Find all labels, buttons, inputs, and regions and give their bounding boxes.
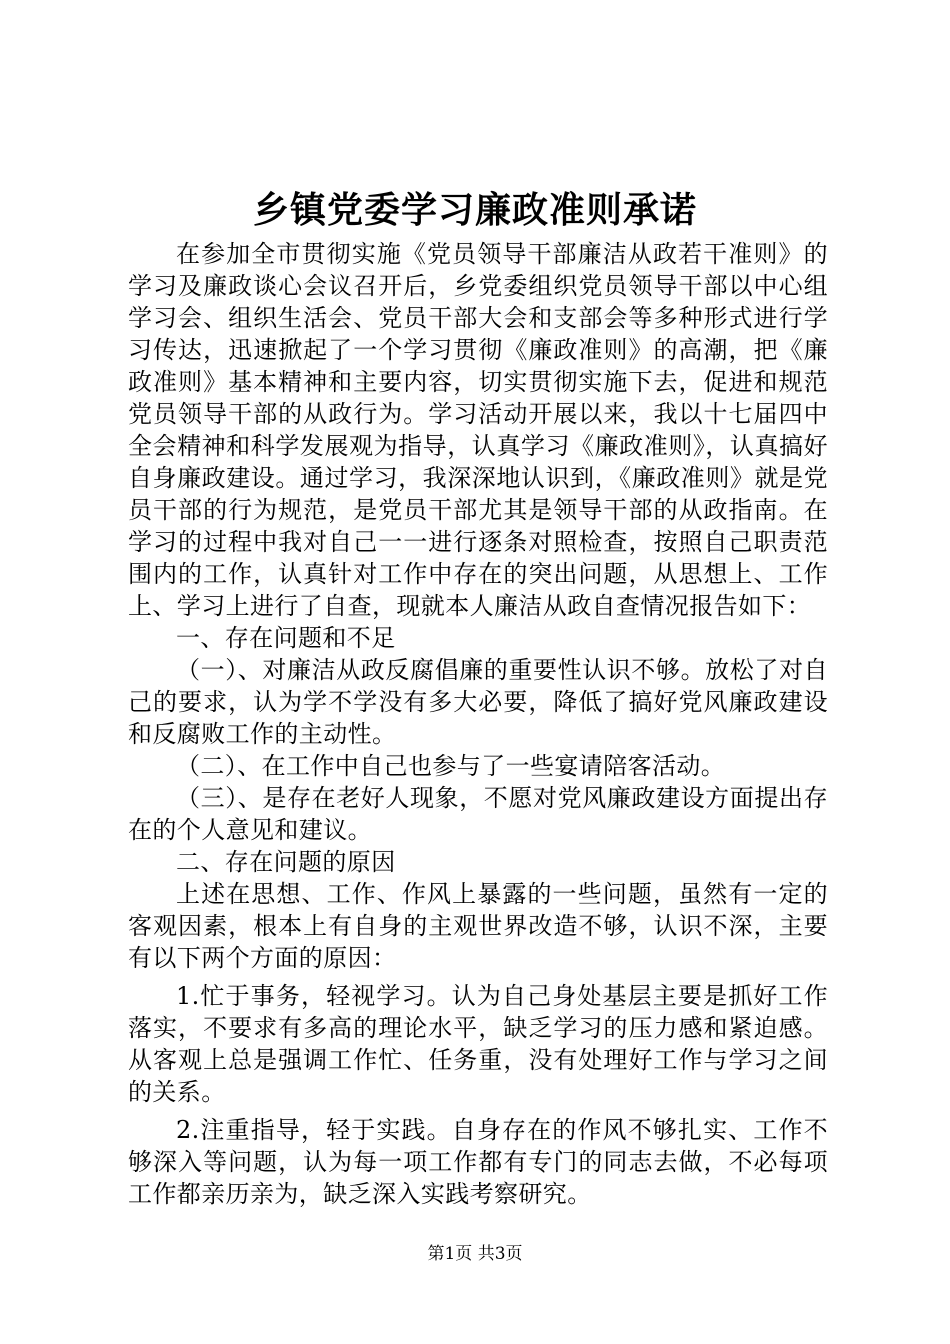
page-number-footer: 第1页 共3页 bbox=[427, 1244, 523, 1264]
paragraph-problem-1: （一）、对廉洁从政反腐倡廉的重要性认识不够。放松了对自己的要求，认为学不学没有多大必要，降低了搞好党风廉政建设和反腐败工作的主动性。 bbox=[128, 656, 828, 748]
document-title: 乡镇党委学习廉政准则承诺 bbox=[252, 189, 697, 231]
paragraph-cause-1: 1.忙于事务，轻视学习。认为自己身处基层主要是抓好工作落实，不要求有多高的理论水平，缺乏学习的压力感和紧迫感。从客观上总是强调工作忙、任务重，没有处理好工作与学习之间的关系。 bbox=[128, 982, 828, 1106]
section-heading-causes: 二、存在问题的原因 bbox=[176, 848, 396, 876]
paragraph-causes-intro: 上述在思想、工作、作风上暴露的一些问题，虽然有一定的客观因素，根本上有自身的主观世界改造不够，认识不深，主要有以下两个方面的原因： bbox=[128, 880, 828, 972]
paragraph-intro: 在参加全市贯彻实施《党员领导干部廉洁从政若干准则》的学习及廉政谈心会议召开后，乡党委组织党员领导干部以中心组学习会、组织生活会、党员干部大会和支部会等多种形式进行学习传达，迅速掀起了一个学习贯彻《廉政准则》的高潮，把《廉政准则》基本精神和主要内容，切实贯彻实施下去，促进和规范党员领导干部的从政行为。学习活动开展以来，我以十七届四中全会精神和科学发展观为指导，认真学习《廉政准则》，认真搞好自身廉政建设。通过学习，我深深地认识到，《廉政准则》就是党员干部的行为规范，是党员干部尤其是领导干部的从政指南。在学习的过程中我对自己一一进行逐条对照检查，按照自己职责范围内的工作，认真针对工作中存在的突出问题，从思想上、工作上、学习上进行了自查，现就本人廉洁从政自查情况报告如下： bbox=[128, 240, 828, 620]
section-heading-problems: 一、存在问题和不足 bbox=[176, 624, 396, 652]
document-body bbox=[128, 238, 828, 1210]
paragraph-problem-3: （三）、是存在老好人现象，不愿对党风廉政建设方面提出存在的个人意见和建议。 bbox=[128, 784, 828, 844]
paragraph-problem-2: （二）、在工作中自己也参与了一些宴请陪客活动。 bbox=[176, 752, 726, 780]
paragraph-cause-2: 2.注重指导，轻于实践。自身存在的作风不够扎实、工作不够深入等问题，认为每一项工作都有专门的同志去做，不必每项工作都亲历亲为，缺乏深入实践考察研究。 bbox=[128, 1116, 828, 1208]
